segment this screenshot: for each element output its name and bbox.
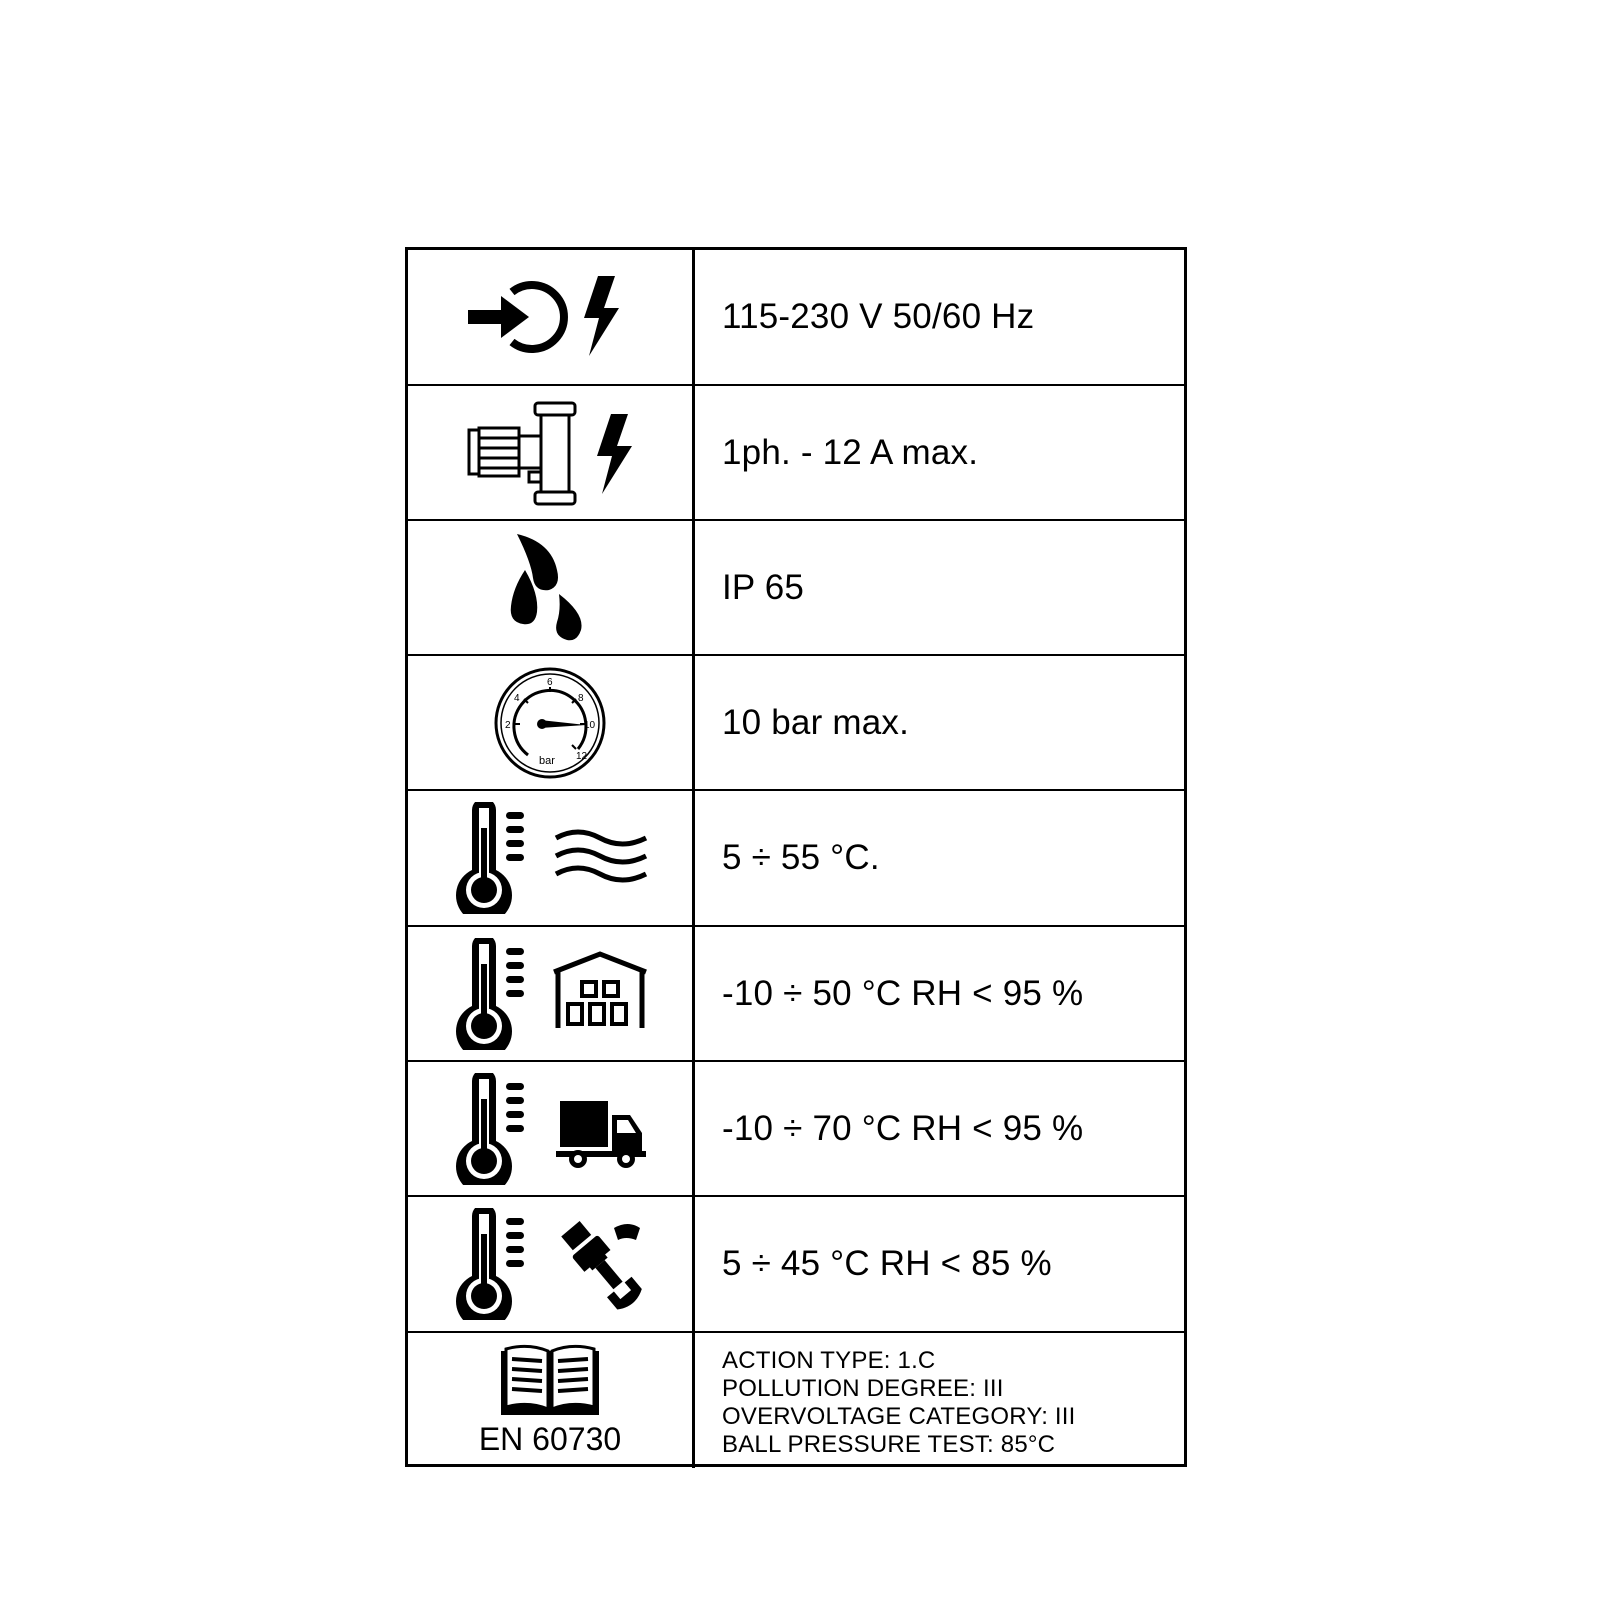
- gauge-tick-12: 12: [576, 750, 588, 762]
- gauge-unit-label: bar: [539, 754, 555, 767]
- water-drops-icon: [505, 532, 595, 644]
- thermometer-wrench-icon: [450, 1208, 650, 1320]
- install-temp-value: 5 ÷ 45 °C RH < 85 %: [695, 1197, 1184, 1333]
- current-value: 1ph. - 12 A max.: [695, 386, 1184, 521]
- row-pressure-icon-cell: [408, 656, 695, 791]
- gauge-tick-6: 6: [547, 676, 553, 688]
- gauge-tick-10: 10: [584, 719, 596, 731]
- power-input-lightning-icon: [465, 272, 635, 362]
- overvoltage-category-line: OVERVOLTAGE CATEGORY: III: [722, 1402, 1076, 1430]
- row-water-temp-icon-cell: [408, 791, 695, 927]
- row-ip-icon-cell: [408, 521, 695, 656]
- thermometer-water-icon: [450, 802, 650, 914]
- gauge-tick-8: 8: [578, 692, 584, 704]
- action-type-line: ACTION TYPE: 1.C: [722, 1346, 936, 1374]
- power-supply-value: 115-230 V 50/60 Hz: [695, 250, 1184, 386]
- gauge-tick-4: 4: [514, 692, 520, 704]
- manual-book-icon: [498, 1343, 602, 1419]
- ip-rating-value: IP 65: [695, 521, 1184, 656]
- row-transport-icon-cell: [408, 1062, 695, 1197]
- row-current-icon-cell: [408, 386, 695, 521]
- water-temp-value: 5 ÷ 55 °C.: [695, 791, 1184, 927]
- pump-lightning-icon: [465, 398, 635, 508]
- ball-pressure-test-line: BALL PRESSURE TEST: 85°C: [722, 1430, 1056, 1458]
- pollution-degree-line: POLLUTION DEGREE: III: [722, 1374, 1004, 1402]
- row-power-icon-cell: [408, 250, 695, 386]
- gauge-tick-2: 2: [505, 719, 511, 731]
- row-install-icon-cell: [408, 1197, 695, 1333]
- pressure-value: 10 bar max.: [695, 656, 1184, 791]
- thermometer-truck-icon: [450, 1073, 650, 1185]
- storage-temp-value: -10 ÷ 50 °C RH < 95 %: [695, 927, 1184, 1062]
- transport-temp-value: -10 ÷ 70 °C RH < 95 %: [695, 1062, 1184, 1197]
- standard-label: EN 60730: [478, 1421, 622, 1457]
- thermometer-warehouse-icon: [450, 938, 650, 1050]
- pressure-gauge-icon: [492, 665, 608, 781]
- row-storage-icon-cell: [408, 927, 695, 1062]
- standard-block: [479, 1343, 621, 1458]
- spec-table: [405, 247, 1187, 1467]
- standard-details: [695, 1333, 1184, 1468]
- row-standard-icon-cell: [408, 1333, 695, 1468]
